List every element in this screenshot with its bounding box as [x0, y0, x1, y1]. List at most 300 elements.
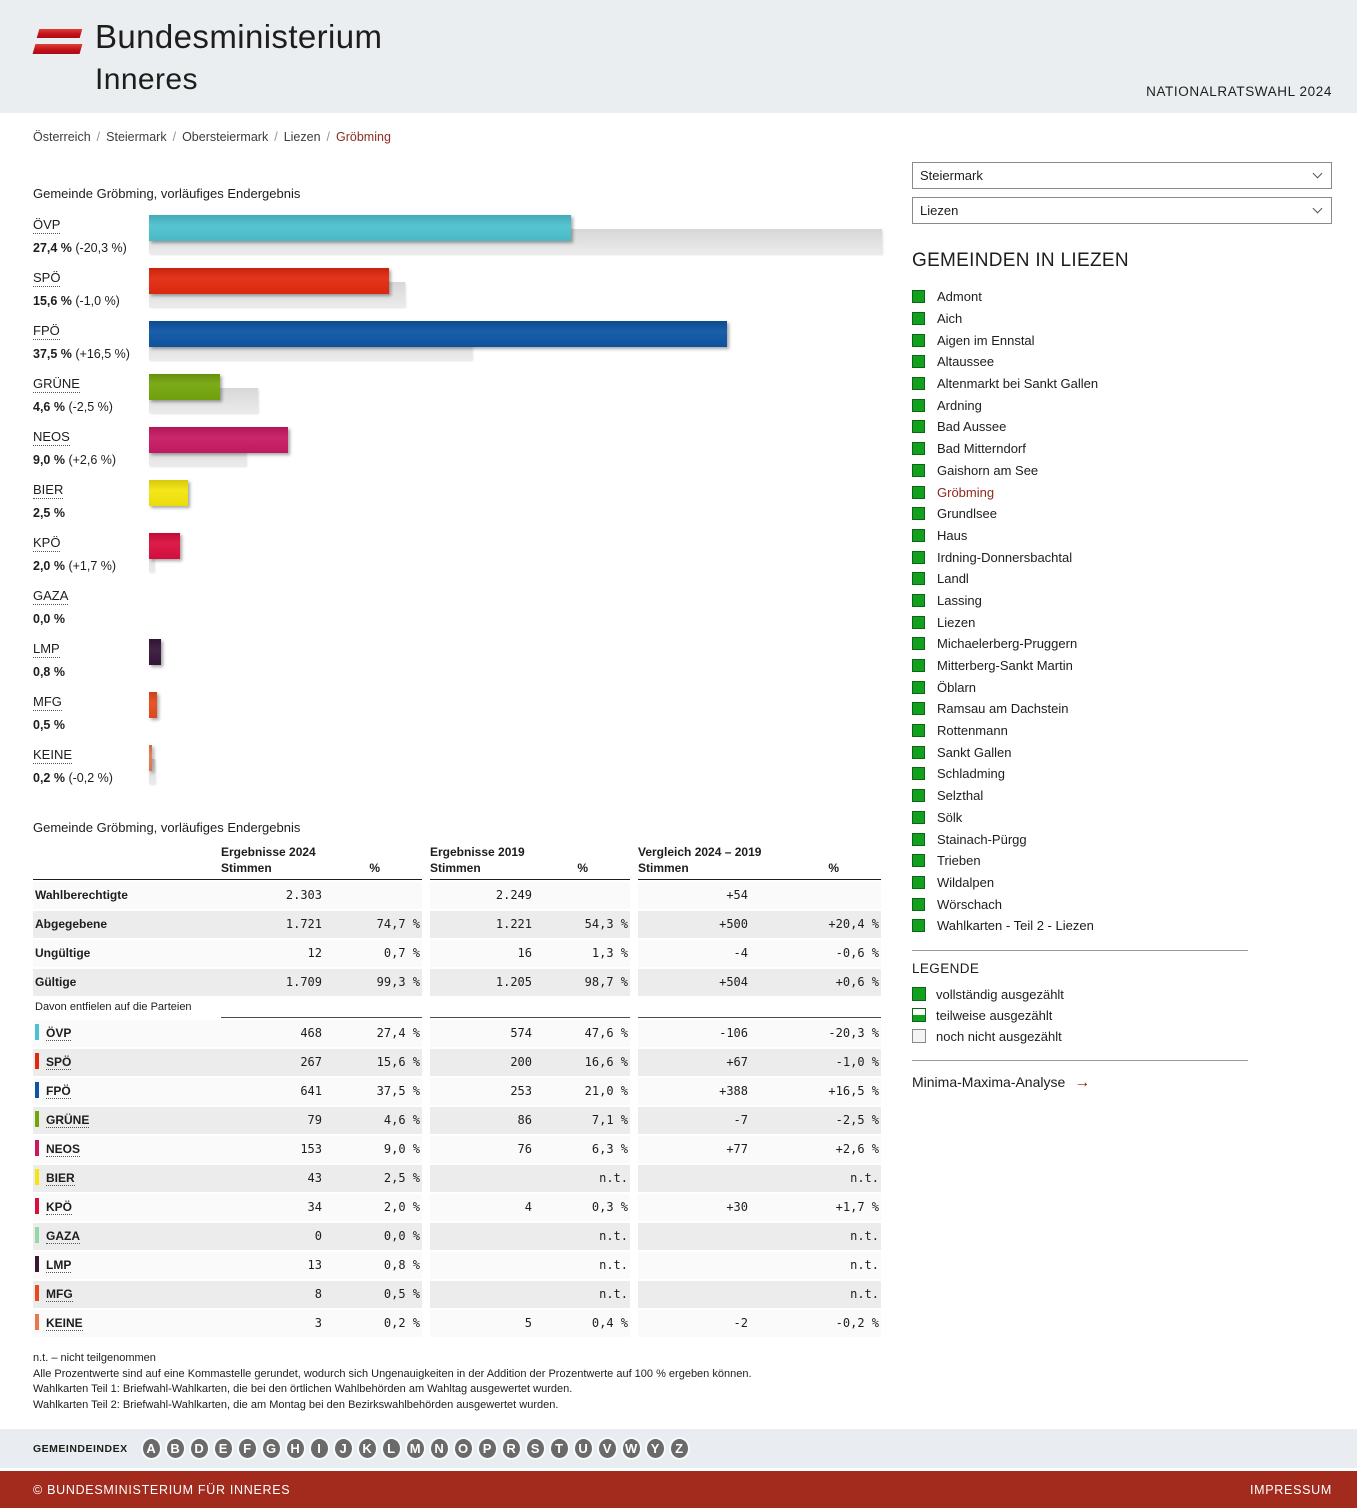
column-gutter — [630, 1252, 638, 1279]
table-cell: -106 — [638, 1020, 750, 1047]
table-cell: 99,3 % — [324, 969, 422, 996]
table-cell: n.t. — [750, 1252, 881, 1279]
municipality-name: Selzthal — [937, 788, 984, 804]
table-cell: n.t. — [534, 1165, 630, 1192]
chart-bars — [149, 639, 881, 692]
table-cell: n.t. — [750, 1281, 881, 1308]
gemeinde-index-band — [0, 1429, 1357, 1468]
chart-bars — [149, 480, 881, 533]
municipality-item[interactable] — [912, 590, 1332, 612]
municipality-item[interactable] — [912, 872, 1332, 894]
index-letter-R[interactable]: R — [501, 1437, 522, 1460]
party-color-swatch — [35, 1053, 39, 1069]
municipality-item[interactable] — [912, 850, 1332, 872]
municipality-item[interactable] — [912, 893, 1332, 915]
table-cell: 79 — [221, 1107, 324, 1134]
ministry-title — [95, 18, 382, 97]
index-letter-I[interactable]: I — [309, 1437, 330, 1460]
table-cell: 47,6 % — [534, 1020, 630, 1047]
table-cell — [324, 882, 422, 909]
chart-pct-value: 2,5 % — [33, 506, 65, 520]
counted-status-icon — [912, 464, 925, 477]
municipality-item[interactable] — [912, 741, 1332, 763]
legend-heading: LEGENDE — [912, 960, 980, 976]
index-letter-S[interactable]: S — [525, 1437, 546, 1460]
municipality-item[interactable] — [912, 698, 1332, 720]
index-letter-Y[interactable]: Y — [645, 1437, 666, 1460]
column-gutter — [422, 845, 430, 880]
counted-status-icon — [912, 854, 925, 867]
subheader-underline-cell — [750, 998, 881, 1018]
index-letter-B[interactable]: B — [165, 1437, 186, 1460]
chart-party-link[interactable]: KPÖ — [33, 535, 61, 550]
municipality-item[interactable] — [912, 546, 1332, 568]
table-cell: 2,5 % — [324, 1165, 422, 1192]
table-cell — [638, 1281, 750, 1308]
municipality-item[interactable] — [912, 373, 1332, 395]
table-cell: 2.303 — [221, 882, 324, 909]
row-label-cell — [33, 969, 221, 996]
site-header — [0, 0, 1357, 113]
table-cell: +54 — [638, 882, 750, 909]
chart-label — [33, 481, 149, 520]
counted-status-icon — [912, 334, 925, 347]
chart-party-link[interactable]: LMP — [33, 641, 60, 656]
table-cell: 27,4 % — [324, 1020, 422, 1047]
bar-2024 — [149, 215, 571, 241]
index-letter-N[interactable]: N — [429, 1437, 450, 1460]
chart-row — [33, 321, 881, 374]
municipality-name: Haus — [937, 527, 968, 543]
table-cell: +77 — [638, 1136, 750, 1163]
municipality-item[interactable] — [912, 329, 1332, 351]
row-label-cell — [33, 1252, 221, 1279]
table-cell: +67 — [638, 1049, 750, 1076]
column-gutter — [630, 911, 638, 938]
breadcrumb-separator: / — [172, 130, 177, 144]
row-label-cell — [33, 882, 221, 909]
col-pct-2019: % — [577, 861, 588, 875]
chart-pct-value: 4,6 % — [33, 400, 65, 414]
minima-maxima-link[interactable]: Minima-Maxima-Analyse — [912, 1073, 1066, 1090]
column-gutter — [422, 1310, 430, 1337]
party-link[interactable]: KPÖ — [46, 1200, 73, 1214]
table-cell: 574 — [430, 1020, 534, 1047]
index-letter-P[interactable]: P — [477, 1437, 498, 1460]
district-select[interactable] — [912, 197, 1332, 224]
municipality-item[interactable] — [912, 807, 1332, 829]
municipality-item[interactable] — [912, 438, 1332, 460]
municipality-name: Sölk — [937, 809, 963, 825]
municipality-item[interactable] — [912, 351, 1332, 373]
party-link[interactable]: ÖVP — [46, 1026, 72, 1040]
chart-diff-value: (-1,0 %) — [71, 294, 120, 308]
table-cell: -1,0 % — [750, 1049, 881, 1076]
table-cell: +500 — [638, 911, 750, 938]
municipality-name: Wahlkarten - Teil 2 - Liezen — [937, 918, 1094, 934]
row-label-cell — [33, 1078, 221, 1105]
counted-status-icon — [912, 876, 925, 889]
table-cell: 0,4 % — [534, 1310, 630, 1337]
chart-diff-value: (+16,5 %) — [71, 347, 130, 361]
ministry-title-line2: Inneres — [95, 63, 198, 96]
party-link[interactable]: SPÖ — [46, 1055, 72, 1069]
counted-status-icon — [912, 659, 925, 672]
table-cell: 0,2 % — [324, 1310, 422, 1337]
municipality-item[interactable] — [912, 308, 1332, 330]
breadcrumb-link[interactable]: Steiermark — [106, 130, 167, 144]
table-cell — [638, 1165, 750, 1192]
municipality-name: Stainach-Pürgg — [937, 831, 1027, 847]
counted-status-icon — [912, 420, 925, 433]
municipality-name: Aich — [937, 311, 963, 327]
party-color-swatch — [35, 1024, 39, 1040]
index-letter-Z[interactable]: Z — [669, 1437, 690, 1460]
table-header-group-2024 — [221, 845, 422, 880]
counted-status-icon — [912, 507, 925, 520]
legend-item — [912, 1005, 1332, 1026]
table-cell: 76 — [430, 1136, 534, 1163]
subheader-underline-cell — [324, 998, 422, 1018]
ministry-title-line1: Bundesministerium — [95, 18, 383, 55]
chart-bars — [149, 215, 881, 268]
table-row — [33, 911, 881, 938]
index-letter-T[interactable]: T — [549, 1437, 570, 1460]
municipality-name: Schladming — [937, 766, 1005, 782]
table-cell: 12 — [221, 940, 324, 967]
chart-party-link[interactable]: SPÖ — [33, 270, 61, 285]
table-cell: -2,5 % — [750, 1107, 881, 1134]
counted-status-icon — [912, 529, 925, 542]
subheader-underline-cell — [638, 998, 750, 1018]
table-cell: 253 — [430, 1078, 534, 1105]
index-letter-O[interactable]: O — [453, 1437, 474, 1460]
counted-status-icon — [912, 442, 925, 455]
municipality-name: Trieben — [937, 853, 981, 869]
table-cell: 86 — [430, 1107, 534, 1134]
party-link[interactable]: GAZA — [46, 1229, 80, 1243]
index-letter-D[interactable]: D — [189, 1437, 210, 1460]
column-gutter — [630, 1136, 638, 1163]
index-letter-H[interactable]: H — [285, 1437, 306, 1460]
party-link[interactable]: KEINE — [46, 1316, 83, 1330]
table-cell: 98,7 % — [534, 969, 630, 996]
municipality-name: Altenmarkt bei Sankt Gallen — [937, 376, 1099, 392]
municipality-item[interactable] — [912, 394, 1332, 416]
municipality-name: Irdning-Donnersbachtal — [937, 549, 1073, 565]
table-header-label-col — [33, 845, 221, 880]
table-cell: 200 — [430, 1049, 534, 1076]
chart-row — [33, 586, 881, 639]
chart-bars — [149, 692, 881, 745]
table-cell: +16,5 % — [750, 1078, 881, 1105]
table-cell: +20,4 % — [750, 911, 881, 938]
municipality-name: Öblarn — [937, 679, 977, 695]
chart-diff-value: (-0,2 %) — [64, 771, 113, 785]
results-bar-chart — [33, 215, 881, 798]
bar-2024 — [149, 533, 180, 559]
bar-2024 — [149, 745, 152, 771]
table-row — [33, 940, 881, 967]
table-row — [33, 1049, 881, 1076]
flag-stripe-top — [37, 29, 83, 38]
table-header-group-2019 — [430, 845, 630, 880]
chart-party-link[interactable]: BIER — [33, 482, 64, 497]
row-label-cell — [33, 1165, 221, 1192]
breadcrumb-separator: / — [274, 130, 278, 144]
municipality-item[interactable] — [912, 416, 1332, 438]
table-cell: 267 — [221, 1049, 324, 1076]
municipality-item[interactable] — [912, 763, 1332, 785]
chart-label — [33, 269, 149, 308]
table-cell: 4,6 % — [324, 1107, 422, 1134]
chart-row — [33, 533, 881, 586]
municipality-list-heading: GEMEINDEN IN LIEZEN — [912, 250, 1129, 271]
index-letter-E[interactable]: E — [213, 1437, 234, 1460]
municipality-item[interactable] — [912, 720, 1332, 742]
table-cell — [430, 1252, 534, 1279]
municipality-item[interactable] — [912, 525, 1332, 547]
column-gutter — [630, 1107, 638, 1134]
chart-diff-value: (-20,3 %) — [71, 241, 127, 255]
municipality-name: Lassing — [937, 592, 982, 608]
municipality-item[interactable] — [912, 611, 1332, 633]
municipality-item[interactable] — [912, 460, 1332, 482]
table-cell — [638, 1252, 750, 1279]
subheader-underline-cell — [430, 998, 534, 1018]
party-link[interactable]: FPÖ — [46, 1084, 71, 1098]
chart-label — [33, 534, 149, 573]
column-gutter — [630, 940, 638, 967]
column-gutter — [630, 998, 638, 1018]
party-link[interactable]: BIER — [46, 1171, 75, 1185]
index-letter-G[interactable]: G — [261, 1437, 282, 1460]
index-letter-A[interactable]: A — [141, 1437, 162, 1460]
chart-value — [33, 453, 116, 467]
legend-none-icon — [912, 1029, 926, 1043]
chart-row — [33, 639, 881, 692]
table-cell: 1.721 — [221, 911, 324, 938]
index-letter-V[interactable]: V — [597, 1437, 618, 1460]
column-gutter — [422, 1049, 430, 1076]
flag-stripe-bottom — [33, 44, 83, 54]
breadcrumb-link[interactable]: Liezen — [283, 130, 321, 144]
column-gutter — [422, 1136, 430, 1163]
impressum-link[interactable]: IMPRESSUM — [1249, 1482, 1332, 1497]
austria-flag-logo — [33, 29, 83, 56]
table-cell: 0,3 % — [534, 1194, 630, 1221]
column-gutter — [422, 1078, 430, 1105]
party-color-swatch — [35, 1082, 39, 1098]
chart-party-link[interactable]: ÖVP — [33, 217, 61, 232]
column-gutter — [630, 845, 638, 880]
row-label: Gültige — [35, 975, 77, 989]
party-link[interactable]: MFG — [46, 1287, 73, 1301]
municipality-name: Gröbming — [937, 484, 995, 500]
table-cell: 153 — [221, 1136, 324, 1163]
table-row — [33, 1252, 881, 1279]
municipality-name: Grundlsee — [937, 506, 997, 522]
municipality-item[interactable] — [912, 828, 1332, 850]
table-cell: 3 — [221, 1310, 324, 1337]
state-select[interactable] — [912, 162, 1332, 189]
row-label-cell — [33, 911, 221, 938]
municipality-name: Liezen — [937, 614, 976, 630]
breadcrumb — [0, 113, 1357, 150]
index-letter-J[interactable]: J — [333, 1437, 354, 1460]
counted-status-icon — [912, 616, 925, 629]
bar-2024 — [149, 268, 389, 294]
municipality-item[interactable] — [912, 655, 1332, 677]
chart-title: Gemeinde Gröbming, vorläufiges Endergebnis — [33, 186, 301, 201]
table-cell: 15,6 % — [324, 1049, 422, 1076]
chart-party-link[interactable]: FPÖ — [33, 323, 60, 338]
column-gutter — [422, 1281, 430, 1308]
chart-bars — [149, 321, 881, 374]
table-row — [33, 1107, 881, 1134]
column-gutter — [422, 1107, 430, 1134]
municipality-item[interactable] — [912, 633, 1332, 655]
municipality-name: Altaussee — [937, 354, 995, 370]
chart-row — [33, 374, 881, 427]
party-color-swatch — [35, 1314, 39, 1330]
index-letter-M[interactable]: M — [405, 1437, 426, 1460]
column-gutter — [630, 1310, 638, 1337]
bar-2024 — [149, 639, 161, 665]
table-row — [33, 1136, 881, 1163]
municipality-item[interactable] — [912, 568, 1332, 590]
subheader-underline-cell — [221, 998, 324, 1018]
counted-status-icon — [912, 594, 925, 607]
row-label-cell — [33, 1020, 221, 1047]
party-color-swatch — [35, 1285, 39, 1301]
chart-label — [33, 216, 149, 255]
party-link[interactable]: LMP — [46, 1258, 72, 1272]
counted-status-icon — [912, 702, 925, 715]
chart-bars — [149, 745, 881, 798]
column-gutter — [422, 1223, 430, 1250]
party-link[interactable]: NEOS — [46, 1142, 81, 1156]
column-gutter — [422, 1020, 430, 1047]
municipality-item[interactable] — [912, 915, 1332, 937]
table-row — [33, 882, 881, 909]
table-cell: 0,8 % — [324, 1252, 422, 1279]
chart-party-link[interactable]: NEOS — [33, 429, 70, 444]
table-cell: 7,1 % — [534, 1107, 630, 1134]
municipality-name: Mitterberg-Sankt Martin — [937, 658, 1073, 674]
chart-value — [33, 241, 127, 255]
municipality-item[interactable] — [912, 286, 1332, 308]
chart-value — [33, 718, 65, 732]
municipality-item[interactable] — [912, 481, 1332, 503]
chart-party-link[interactable]: MFG — [33, 694, 62, 709]
municipality-name: Admont — [937, 289, 982, 305]
index-letter-W[interactable]: W — [621, 1437, 642, 1460]
legend-full-icon — [912, 987, 926, 1001]
table-cell: +504 — [638, 969, 750, 996]
chart-party-link[interactable]: GRÜNE — [33, 376, 80, 391]
column-gutter — [630, 1049, 638, 1076]
party-color-swatch — [35, 1198, 39, 1214]
bar-2024 — [149, 480, 188, 506]
table-cell: +30 — [638, 1194, 750, 1221]
row-label-cell — [33, 1107, 221, 1134]
table-cell: 1,3 % — [534, 940, 630, 967]
counted-status-icon — [912, 377, 925, 390]
legend-item — [912, 1026, 1332, 1047]
party-link[interactable]: GRÜNE — [46, 1113, 90, 1127]
table-cell: 74,7 % — [324, 911, 422, 938]
municipality-item[interactable] — [912, 503, 1332, 525]
index-letter-F[interactable]: F — [237, 1437, 258, 1460]
table-cell: 13 — [221, 1252, 324, 1279]
chart-party-link[interactable]: GAZA — [33, 588, 69, 603]
legend-item — [912, 984, 1332, 1005]
table-cell: 6,3 % — [534, 1136, 630, 1163]
table-cell: -2 — [638, 1310, 750, 1337]
counted-status-icon — [912, 637, 925, 650]
table-row — [33, 1223, 881, 1250]
table-cell: 1.709 — [221, 969, 324, 996]
chart-row — [33, 427, 881, 480]
table-subheader-row — [33, 998, 881, 1018]
column-gutter — [422, 1194, 430, 1221]
table-cell: 0,7 % — [324, 940, 422, 967]
sidebar — [912, 150, 1332, 1092]
main-content — [0, 150, 1357, 1413]
municipality-name: Wörschach — [937, 896, 1003, 912]
chart-row — [33, 692, 881, 745]
chart-bars — [149, 427, 881, 480]
footnote-line: Wahlkarten Teil 2: Briefwahl-Wahlkarten, die am Montag bei den Bezirkswahlbehörden ausgewertet wurden. — [33, 1398, 559, 1411]
column-gutter — [630, 1020, 638, 1047]
chart-row — [33, 215, 881, 268]
chart-label — [33, 640, 149, 679]
chart-diff-value: (+2,6 %) — [64, 453, 117, 467]
column-gutter — [422, 911, 430, 938]
breadcrumb-link[interactable]: Österreich — [33, 130, 91, 144]
index-letter-U[interactable]: U — [573, 1437, 594, 1460]
municipality-name: Gaishorn am See — [937, 462, 1039, 478]
table-header-group-compare — [638, 845, 881, 880]
party-color-swatch — [35, 1227, 39, 1243]
chart-pct-value: 0,0 % — [33, 612, 65, 626]
counted-status-icon — [912, 681, 925, 694]
municipality-item[interactable] — [912, 676, 1332, 698]
municipality-item[interactable] — [912, 785, 1332, 807]
chart-party-link[interactable]: KEINE — [33, 747, 73, 762]
table-cell: 8 — [221, 1281, 324, 1308]
row-label-cell — [33, 1310, 221, 1337]
breadcrumb-link[interactable]: Obersteiermark — [182, 130, 269, 144]
table-cell: -0,6 % — [750, 940, 881, 967]
index-letter-K[interactable]: K — [357, 1437, 378, 1460]
municipality-name: Landl — [937, 571, 969, 587]
counted-status-icon — [912, 724, 925, 737]
index-letter-L[interactable]: L — [381, 1437, 402, 1460]
counted-status-icon — [912, 833, 925, 846]
chart-label — [33, 375, 149, 414]
table-cell: 16,6 % — [534, 1049, 630, 1076]
table-cell: 2,0 % — [324, 1194, 422, 1221]
row-label: Wahlberechtigte — [35, 888, 128, 902]
bar-2024 — [149, 427, 288, 453]
col-stimmen-2019: Stimmen — [430, 861, 481, 875]
party-color-swatch — [35, 1256, 39, 1272]
footnote-line: Alle Prozentwerte sind auf eine Kommastelle gerundet, wodurch sich Ungenauigkeiten in der Addition der Prozentwerte auf 100 % ergeben können. — [33, 1367, 752, 1380]
table-cell: 16 — [430, 940, 534, 967]
table-cell: 1.221 — [430, 911, 534, 938]
